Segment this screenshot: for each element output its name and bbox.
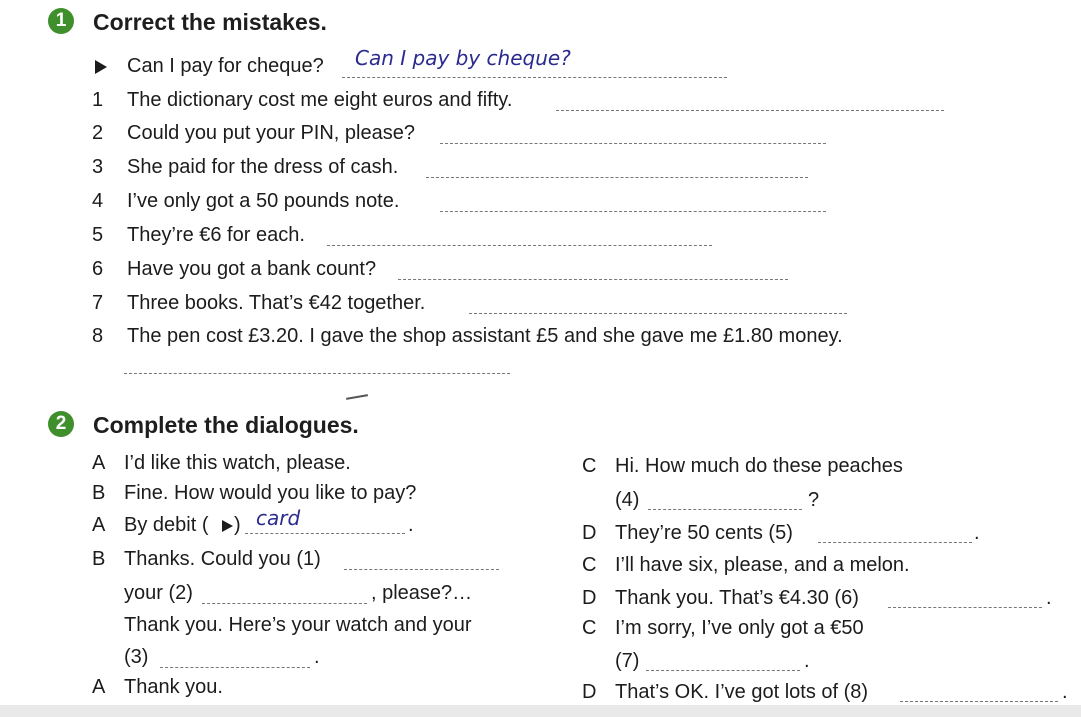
section-1-number-badge: 1 <box>48 8 74 34</box>
dialogue-line: Thank you. That’s €4.30 (6) <box>615 587 859 609</box>
item-number: 2 <box>92 122 104 144</box>
dialogue-line: (3) <box>124 646 149 668</box>
example-arrow-icon <box>95 60 107 74</box>
paren-close: ) <box>234 514 241 536</box>
item-sentence: She paid for the dress of cash. <box>127 156 399 178</box>
dialogue-line: That’s OK. I’ve got lots of (8) <box>615 681 869 703</box>
dialogue-line: I’m sorry, I’ve only got a €50 <box>615 617 864 639</box>
item-number: 3 <box>92 156 104 178</box>
speaker-label: A <box>92 514 106 536</box>
speaker-label: D <box>582 522 597 544</box>
section-1-title: Correct the mistakes. <box>93 9 327 35</box>
dialogue-line: They’re 50 cents (5) <box>615 522 793 544</box>
answer-line-2[interactable] <box>440 143 826 144</box>
dialogue-line: I’d like this watch, please. <box>124 452 351 474</box>
item-sentence: The dictionary cost me eight euros and fifty. <box>127 89 513 111</box>
item-sentence: Three books. That’s €42 together. <box>127 292 426 314</box>
blank-2[interactable] <box>202 603 367 604</box>
speaker-label: C <box>582 455 597 477</box>
dialogue-line: I’ll have six, please, and a melon. <box>615 554 910 576</box>
speaker-label: C <box>582 617 597 639</box>
answer-line-7[interactable] <box>469 313 847 314</box>
answer-line-5[interactable] <box>327 245 712 246</box>
example-arrow-icon <box>222 520 233 532</box>
blank-8[interactable] <box>900 701 1058 702</box>
dialogue-line: your (2) <box>124 582 193 604</box>
blank-7[interactable] <box>646 670 800 671</box>
item-sentence: Have you got a bank count? <box>127 258 377 280</box>
blank-1[interactable] <box>344 569 499 570</box>
example-answer-line <box>342 77 727 78</box>
speaker-label: D <box>582 587 597 609</box>
item-sentence: I’ve only got a 50 pounds note. <box>127 190 400 212</box>
dialogue-line: By debit ( <box>124 514 209 536</box>
speaker-label: B <box>92 548 106 570</box>
section-2-number-badge: 2 <box>48 411 74 437</box>
period: . <box>804 650 810 672</box>
dialogue-line: Hi. How much do these peaches <box>615 455 903 477</box>
blank-6[interactable] <box>888 607 1042 608</box>
speaker-label: A <box>92 452 106 474</box>
dialogue-example-line <box>245 533 405 534</box>
dialogue-example-answer-handwritten: card <box>256 506 301 530</box>
speaker-label: A <box>92 676 106 698</box>
pen-mark <box>346 394 368 400</box>
dialogue-line: (4) <box>615 489 640 511</box>
item-number: 8 <box>92 325 104 347</box>
period: . <box>974 522 980 544</box>
item-sentence: Could you put your PIN, please? <box>127 122 415 144</box>
item-number: 6 <box>92 258 104 280</box>
answer-line-3[interactable] <box>426 177 808 178</box>
dialogue-line-continued: ? <box>808 489 820 511</box>
answer-line-1[interactable] <box>556 110 944 111</box>
example-answer-handwritten: Can I pay by cheque? <box>355 46 571 70</box>
speaker-label: C <box>582 554 597 576</box>
dialogue-line: (7) <box>615 650 640 672</box>
period: . <box>408 514 414 536</box>
item-number: 1 <box>92 89 104 111</box>
speaker-label: D <box>582 681 597 703</box>
period: . <box>1046 587 1052 609</box>
item-sentence: They’re €6 for each. <box>127 224 305 246</box>
item-number: 4 <box>92 190 104 212</box>
period: . <box>1062 681 1068 703</box>
example-prompt: Can I pay for cheque? <box>127 55 324 77</box>
answer-line-6[interactable] <box>398 279 788 280</box>
dialogue-line: Fine. How would you like to pay? <box>124 482 417 504</box>
blank-3[interactable] <box>160 667 310 668</box>
speaker-label: B <box>92 482 106 504</box>
blank-5[interactable] <box>818 542 972 543</box>
blank-4[interactable] <box>648 509 802 510</box>
section-2-title: Complete the dialogues. <box>93 412 359 438</box>
dialogue-line: Thank you. Here’s your watch and your <box>124 614 472 636</box>
item-number: 7 <box>92 292 104 314</box>
answer-line-8[interactable] <box>124 373 510 374</box>
item-number: 5 <box>92 224 104 246</box>
dialogue-line: Thanks. Could you (1) <box>124 548 321 570</box>
dialogue-line: Thank you. <box>124 676 223 698</box>
item-sentence: The pen cost £3.20. I gave the shop assistant £5 and she gave me £1.80 money. <box>127 325 843 347</box>
dialogue-line-continued: , please?… <box>371 582 473 604</box>
answer-line-4[interactable] <box>440 211 826 212</box>
page-bottom-edge <box>0 705 1081 717</box>
period: . <box>314 646 320 668</box>
